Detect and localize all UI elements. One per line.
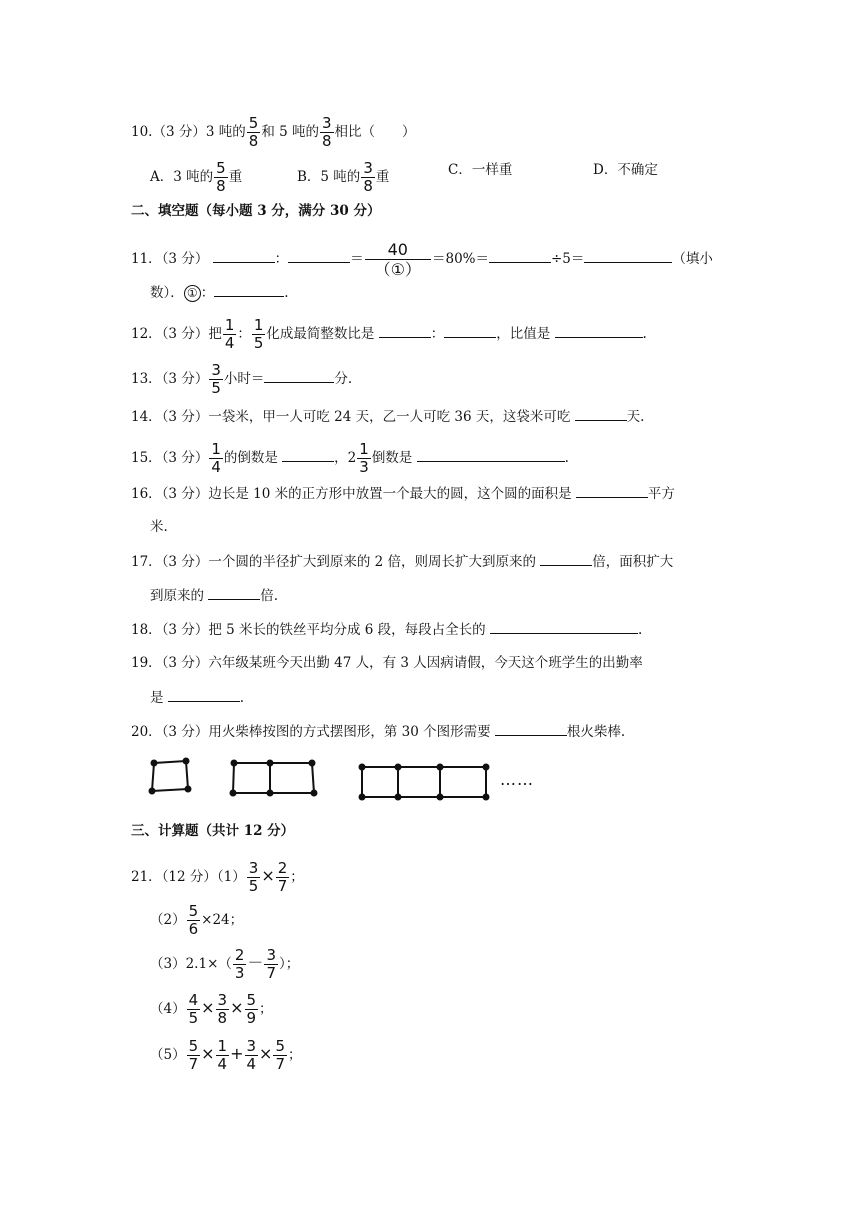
period: . [564,450,569,466]
times-operator: × [230,998,244,1017]
fraction: $\frac{1}{5}$ [253,316,264,352]
question-score: （3 分） [161,371,209,387]
question-21-item-2 [150,903,243,938]
question-text: ）； [278,956,300,972]
question-text: 和 5 吨的 [261,124,319,140]
question-text: ×24； [201,912,244,928]
question-number: 17． [131,554,162,570]
circled-one: ① [184,285,201,302]
fraction: $\frac{5}{7}$ [275,1037,285,1073]
matchstick-figure [140,755,560,805]
question-number: 15． [131,450,162,466]
question-text: 3 吨的 [205,124,246,140]
matchstick-pattern-1 [150,759,191,794]
question-score: （3 分） [161,450,209,466]
fraction: $\frac{3}{4}$ [246,1037,257,1073]
question-21-item-4 [150,992,273,1027]
option-b[interactable] [297,160,389,195]
question-text: 用火柴棒按图的方式摆图形，第 30 个图形需要 [208,724,491,740]
question-text: 倍，面积扩大 [592,554,674,570]
colon: ： [274,251,289,267]
fraction: $\frac{5}{6}$ [188,902,199,938]
matchstick-pattern-2 [231,761,317,796]
answer-blank[interactable] [214,282,284,297]
answer-blank[interactable] [264,368,334,383]
answer-blank[interactable] [444,323,496,338]
answer-blank[interactable] [417,447,565,462]
sub-item-label: （1） [216,869,246,885]
question-19 [131,653,643,673]
question-text: ＝80%＝ [431,251,489,267]
fraction: $\frac{3}{5}$ [248,859,259,895]
times-operator: × [201,1044,215,1063]
question-21-item-5 [150,1038,302,1073]
question-number: 16． [131,486,162,502]
matchstick-pattern-3 [360,765,489,800]
sub-item-label: （4） [150,1001,186,1017]
question-text: ÷5＝ [551,251,585,267]
times-operator: × [259,1044,273,1063]
question-text: 数）． [150,285,184,301]
answer-blank[interactable] [208,585,260,600]
question-number: 19． [131,655,162,671]
fraction: $\frac{2}{7}$ [277,859,288,895]
semicolon: ； [290,869,304,885]
question-text: 倍. [260,588,279,604]
option-label: A．3 吨的 [150,169,214,185]
question-17 [131,551,673,572]
question-number: 18． [131,622,162,638]
question-text: 化成最简整数比是 [266,326,375,342]
question-12 [131,317,647,352]
question-text: 一袋米，甲一人可吃 24 天，乙一人可吃 36 天，这袋米可吃 [208,409,571,425]
question-score: （3 分） [161,409,209,425]
mixed-number-whole: 2 [347,450,357,466]
answer-blank[interactable] [288,248,350,263]
option-text: C．一样重 [448,162,513,178]
minus-operator: － [247,953,264,972]
fraction: $\frac{3}{8}$ [217,991,228,1027]
fraction: $\frac{40}{\text{（①）}}$ [365,240,431,279]
option-label: B．5 吨的 [297,169,361,185]
question-text: 分. [334,371,353,387]
period: . [637,622,643,638]
question-score: （3 分） [161,326,209,342]
fraction: $\frac{3}{8}$ [321,114,332,150]
option-d[interactable] [593,160,658,180]
answer-blank[interactable] [555,323,643,338]
question-11-line-2 [150,282,289,303]
option-text: D．不确定 [593,162,658,178]
period: . [284,285,289,301]
option-a[interactable] [150,160,242,195]
question-text: ，比值是 [496,326,551,342]
question-text: 是 [150,690,164,706]
question-number: 14． [131,409,162,425]
question-number: 12． [131,326,162,342]
question-19-line-2 [150,687,244,708]
semicolon: ； [259,1001,273,1017]
semicolon: ； [288,1047,302,1063]
question-text: 2.1×（ [185,956,232,972]
fraction: $\frac{3}{7}$ [266,946,276,982]
question-number: 13． [131,371,162,387]
period: . [642,326,647,342]
question-text: 天. [626,409,645,425]
question-15 [131,441,569,476]
question-text: 边长是 10 米的正方形中放置一个最大的圆，这个圆的面积是 [208,486,572,502]
answer-blank[interactable] [575,406,627,421]
question-score: （3 分） [161,554,209,570]
question-21 [131,860,304,895]
fraction: $\frac{2}{3}$ [234,946,245,982]
question-text: 到原来的 [150,588,204,604]
fraction: $\frac{1}{4}$ [211,440,221,476]
question-17-line-2 [150,585,278,606]
question-score: （3 分） [152,124,206,140]
section-heading-3: 三、计算题（共计 12 分） [131,823,295,839]
sub-item-label: （5） [150,1047,186,1063]
question-text: 六年级某班今天出勤 47 人，有 3 人因病请假，今天这个班学生的出勤率 [208,655,643,671]
question-text: 把 [208,326,222,342]
section-heading-2: 二、填空题（每小题 3 分，满分 30 分） [131,203,381,219]
colon: ： [430,326,445,342]
fraction: $\frac{3}{5}$ [211,361,221,397]
question-text: 小时＝ [223,371,265,387]
question-10 [131,115,416,150]
period: . [239,690,245,706]
question-14 [131,406,644,427]
question-number: 20． [131,724,162,740]
fraction: $\frac{1}{3}$ [359,440,369,476]
answer-blank[interactable] [490,619,638,634]
fraction: $\frac{5}{7}$ [188,1037,199,1073]
question-number: 21． [131,869,162,885]
answer-blank[interactable] [379,323,431,338]
answer-blank[interactable] [213,248,275,263]
comma: ， [334,450,348,466]
colon: ： [237,326,251,342]
sub-item-label: （3） [150,956,186,972]
fraction: $\frac{1}{4}$ [224,316,235,352]
option-text: 重 [375,169,390,185]
answer-blank[interactable] [540,551,592,566]
fraction: $\frac{4}{5}$ [188,991,199,1027]
answer-blank[interactable] [489,248,551,263]
question-text: 倒数是 [371,450,413,466]
question-text: 的倒数是 [223,450,278,466]
sub-item-label: （2） [150,912,186,928]
plus-operator: + [230,1044,244,1063]
question-11 [131,240,713,279]
answer-blank[interactable] [584,248,672,263]
question-text: （填小 [672,251,713,267]
colon: ： [200,285,215,301]
question-13 [131,362,352,397]
answer-blank[interactable] [576,483,648,498]
question-score: （3 分） [161,622,209,638]
question-16 [131,483,675,504]
option-c[interactable] [448,160,512,180]
ellipsis: …… [500,770,534,789]
option-text: 重 [228,169,243,185]
question-16-line-2: 米. [150,519,168,535]
question-score: （3 分） [161,486,209,502]
answer-blank[interactable] [495,721,567,736]
times-operator: × [201,998,215,1017]
question-number: 11． [131,251,162,267]
times-operator: × [261,866,275,885]
question-21-item-3 [150,947,299,982]
question-score: （3 分） [161,724,209,740]
question-score: （3 分） [161,655,209,671]
question-number: 10. [131,124,153,140]
answer-blank[interactable] [168,687,240,702]
question-text: 平方 [647,486,675,502]
fraction: $\frac{1}{4}$ [217,1037,228,1073]
question-text: 根火柴棒. [566,724,626,740]
question-20 [131,721,625,742]
question-score: （12 分） [161,869,217,885]
fraction: $\frac{3}{8}$ [363,159,373,195]
question-text: 把 5 米长的铁丝平均分成 6 段，每段占全长的 [208,622,486,638]
question-18 [131,619,642,640]
equals: ＝ [350,251,364,267]
fraction: $\frac{5}{9}$ [246,991,257,1027]
answer-blank[interactable] [282,447,334,462]
fraction: $\frac{5}{8}$ [248,114,259,150]
question-score: （3 分） [161,251,209,267]
question-text: 相比（ ） [334,124,416,140]
fraction: $\frac{5}{8}$ [216,159,226,195]
question-text: 一个圆的半径扩大到原来的 2 倍，则周长扩大到原来的 [208,554,536,570]
